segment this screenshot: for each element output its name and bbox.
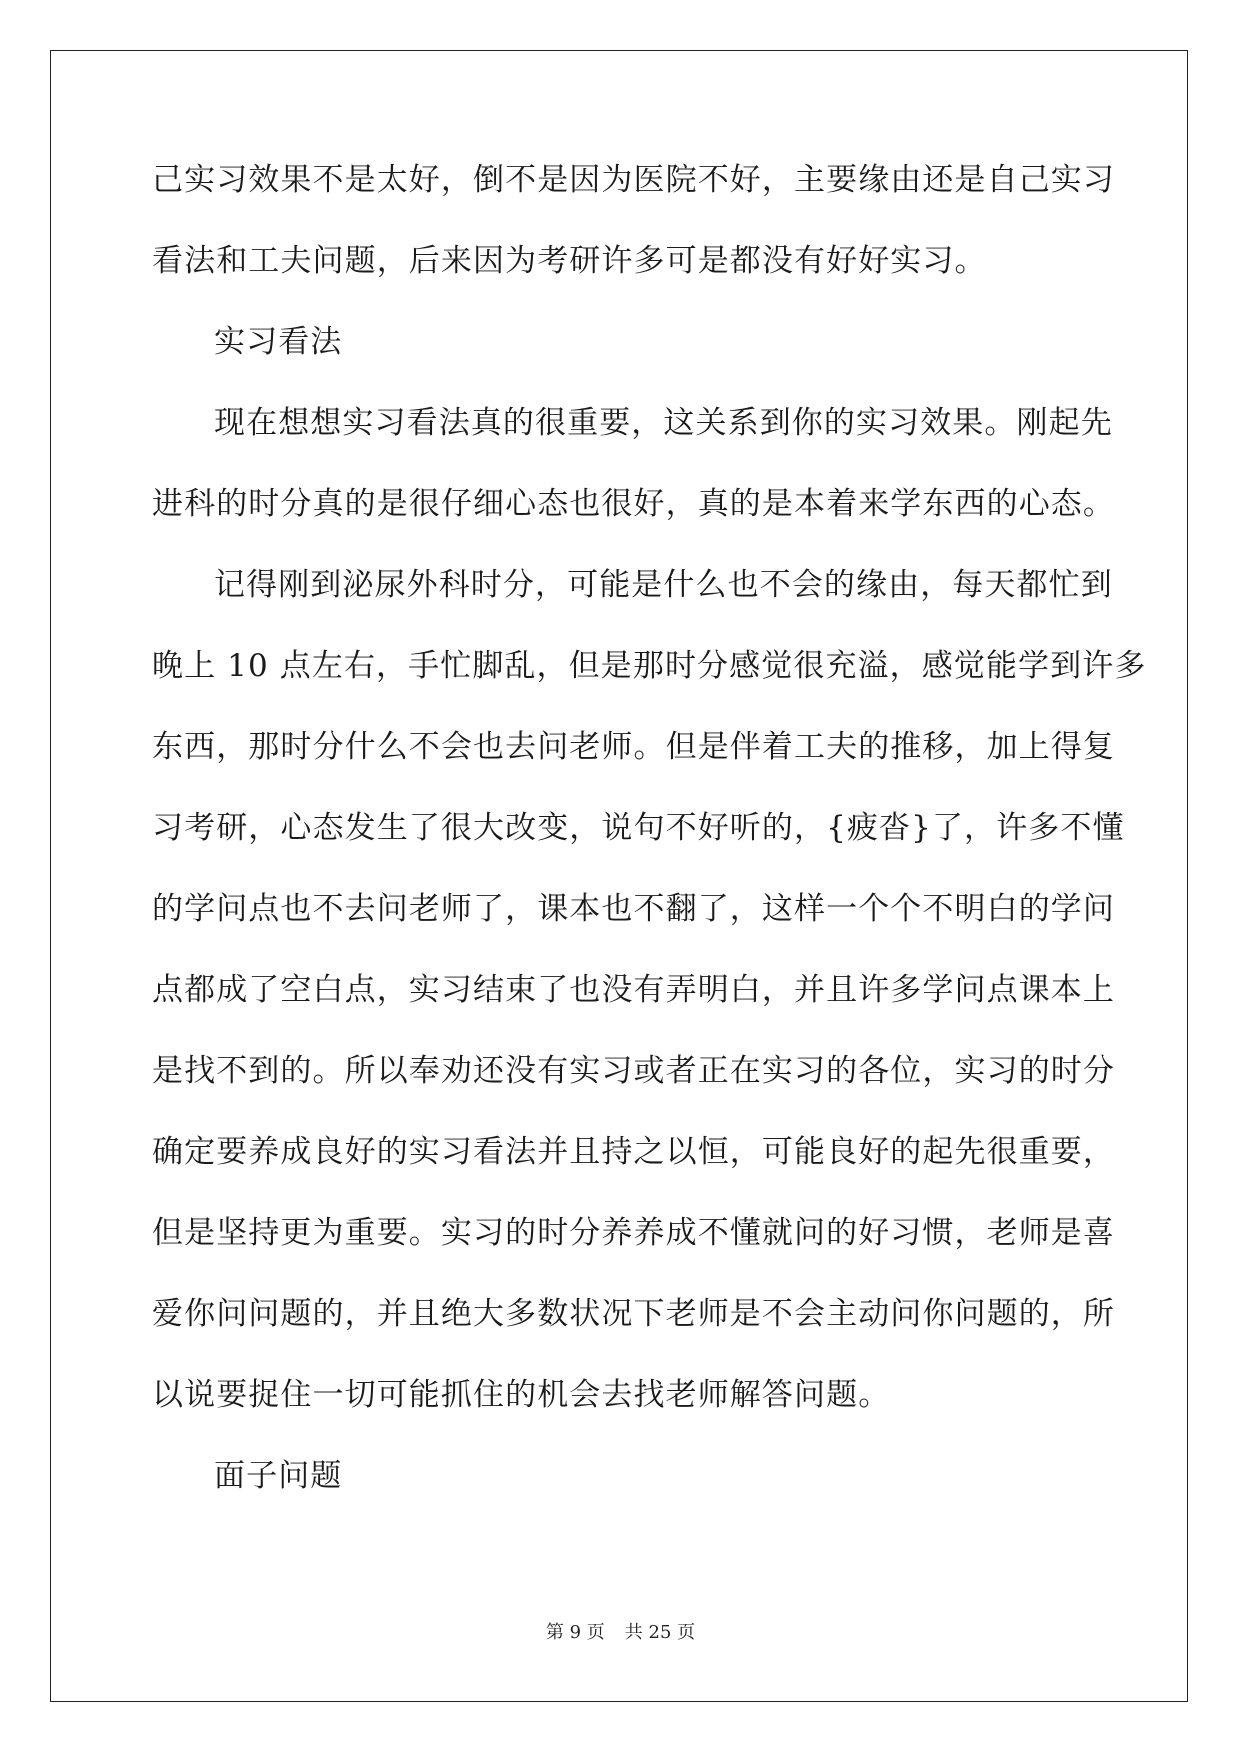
- text-line: 现在想想实习看法真的很重要，这关系到你的实习效果。刚起先: [214, 405, 1113, 441]
- text-line: 记得刚到泌尿外科时分，可能是什么也不会的缘由，每天都忙到: [214, 567, 1113, 603]
- text-line: 习考研，心态发生了很大改变，说句不好听的，{疲沓}了，许多不懂: [152, 810, 1125, 846]
- text-line: 点都成了空白点，实习结束了也没有弄明白，并且许多学问点课本上: [152, 972, 1115, 1008]
- text-line: 但是坚持更为重要。实习的时分养养成不懂就问的好习惯，老师是喜: [152, 1215, 1115, 1251]
- section-heading: 面子问题: [214, 1458, 343, 1494]
- text-line: 晚上 10 点左右，手忙脚乱，但是那时分感觉很充溢，感觉能学到许多: [152, 648, 1147, 684]
- document-body: [152, 160, 1147, 1537]
- text-line: 看法和工夫问题，后来因为考研许多可是都没有好好实习。: [152, 243, 987, 279]
- page-number: 第 9 页: [545, 1622, 605, 1643]
- text-line: 己实习效果不是太好，倒不是因为医院不好，主要缘由还是自己实习: [152, 162, 1115, 198]
- text-line: 东西，那时分什么不会也去问老师。但是伴着工夫的推移，加上得复: [152, 729, 1115, 765]
- section-heading: 实习看法: [214, 324, 343, 360]
- text-line: 的学问点也不去问老师了，课本也不翻了，这样一个个不明白的学问: [152, 891, 1115, 927]
- text-line: 以说要捉住一切可能抓住的机会去找老师解答问题。: [152, 1377, 891, 1413]
- page-footer: [0, 1622, 1241, 1644]
- text-line: 进科的时分真的是很仔细心态也很好，真的是本着来学东西的心态。: [152, 486, 1115, 522]
- page-total: 共 25 页: [624, 1622, 696, 1643]
- text-line: 是找不到的。所以奉劝还没有实习或者正在实习的各位，实习的时分: [152, 1053, 1115, 1089]
- text-line: 确定要养成良好的实习看法并且持之以恒，可能良好的起先很重要，: [152, 1134, 1115, 1170]
- text-line: 爱你问问题的，并且绝大多数状况下老师是不会主动问你问题的，所: [152, 1296, 1115, 1332]
